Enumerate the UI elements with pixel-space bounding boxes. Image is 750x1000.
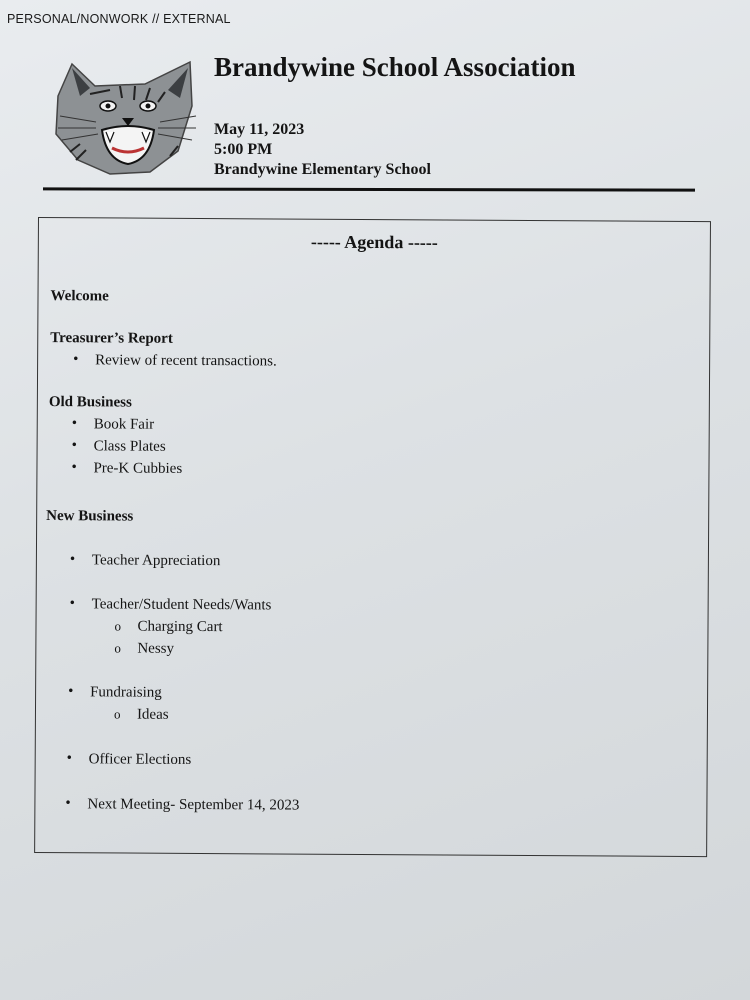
meeting-time: 5:00 PM bbox=[214, 141, 273, 158]
wildcat-mascot-logo bbox=[50, 56, 200, 176]
list-item: • Teacher/Student Needs/Wants bbox=[92, 596, 272, 614]
agenda-title: ----- Agenda ----- bbox=[310, 231, 438, 253]
list-item: • Next Meeting- September 14, 2023 bbox=[87, 796, 299, 814]
meeting-location: Brandywine Elementary School bbox=[214, 161, 431, 178]
page-title: Brandywine School Association bbox=[214, 52, 576, 82]
list-item: • Teacher Appreciation bbox=[92, 552, 221, 570]
list-item: • Book Fair bbox=[94, 416, 155, 433]
treasurer-heading: Treasurer’s Report bbox=[50, 330, 173, 347]
sub-list-item: o Nessy bbox=[137, 641, 174, 658]
list-item: • Class Plates bbox=[94, 438, 166, 455]
header-divider bbox=[43, 187, 695, 191]
new-business-heading: New Business bbox=[46, 508, 134, 525]
list-item: • Review of recent transactions. bbox=[95, 352, 277, 370]
list-item: • Officer Elections bbox=[89, 751, 192, 769]
agenda-box bbox=[34, 217, 711, 857]
list-item: • Fundraising bbox=[90, 684, 162, 701]
meeting-details bbox=[214, 120, 431, 180]
classification-label: PERSONAL/NONWORK // EXTERNAL bbox=[7, 12, 231, 26]
list-item: • Pre-K Cubbies bbox=[93, 460, 182, 478]
welcome-heading: Welcome bbox=[50, 288, 109, 305]
sub-list-item: o Charging Cart bbox=[137, 619, 222, 637]
old-business-heading: Old Business bbox=[48, 394, 132, 411]
sub-list-item: o Ideas bbox=[137, 707, 169, 724]
meeting-date: May 11, 2023 bbox=[214, 121, 305, 138]
